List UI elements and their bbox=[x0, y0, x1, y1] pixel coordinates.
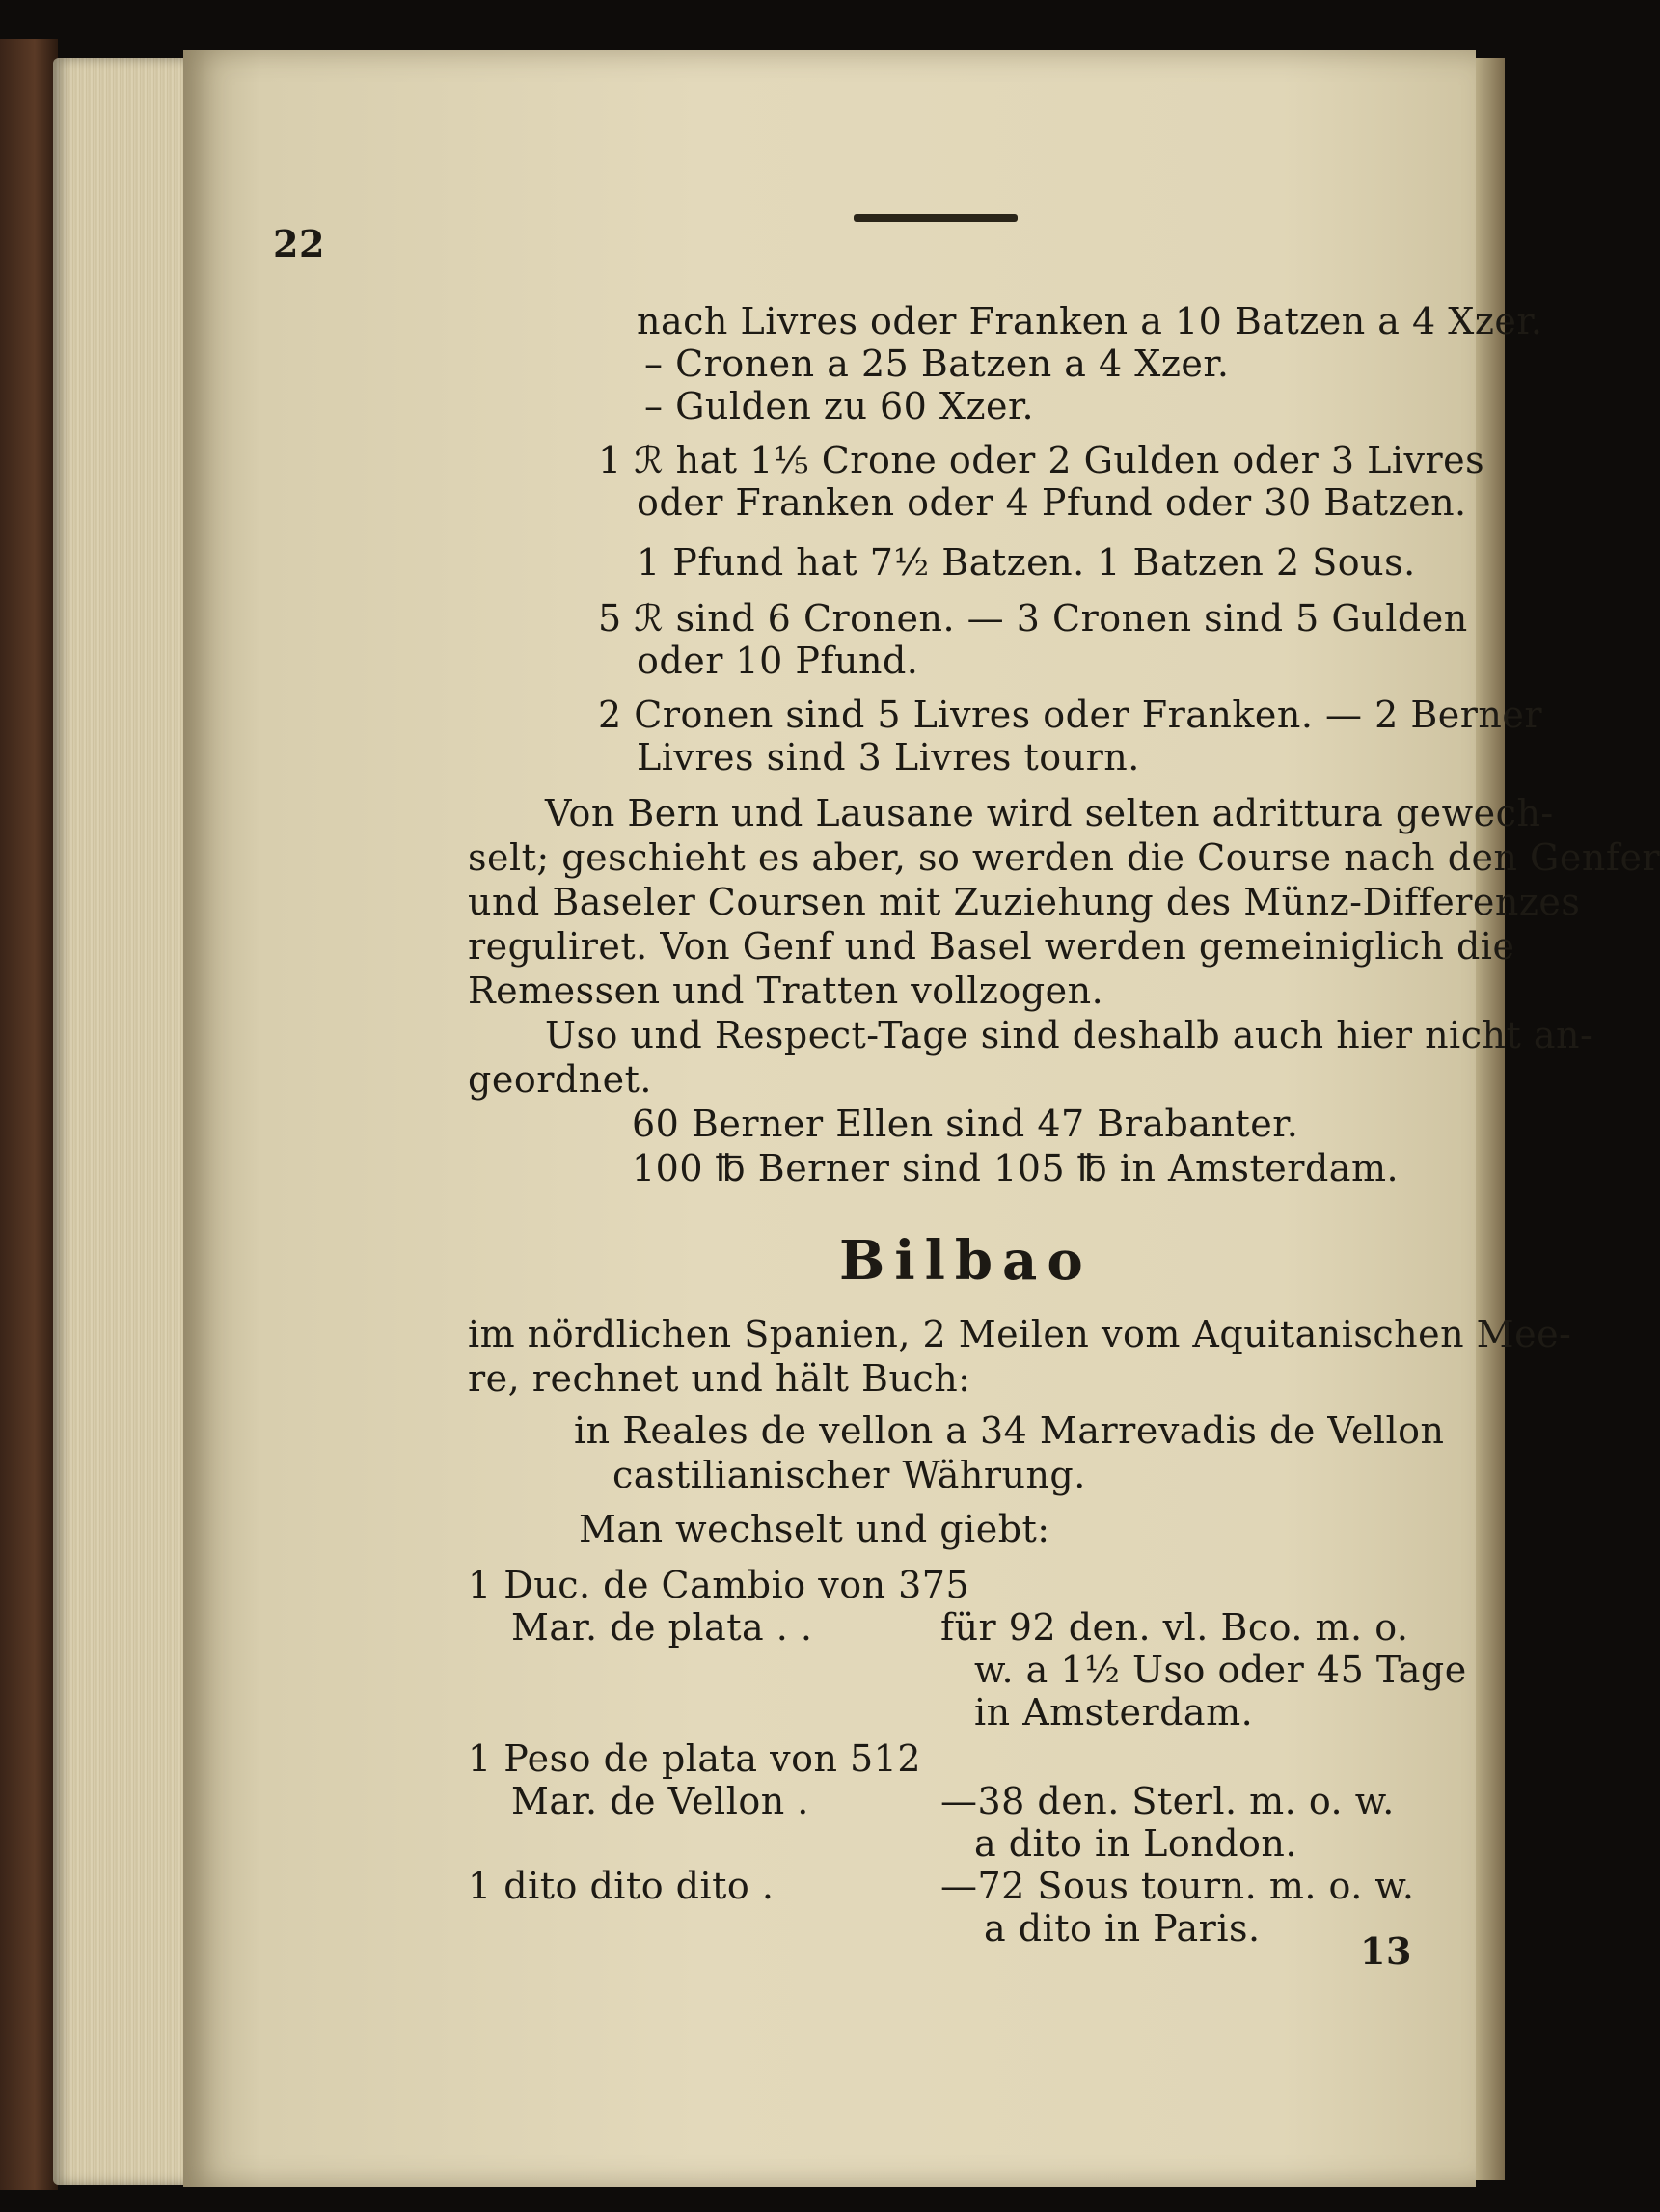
text-line: oder 10 Pfund. bbox=[637, 640, 919, 682]
paragraph-line: re, rechnet und hält Buch: bbox=[468, 1357, 971, 1400]
paragraph-line: selt; geschieht es aber, so werden die Course nach den Genfer bbox=[468, 836, 1660, 879]
table-cell: w. a 1½ Uso oder 45 Tage bbox=[974, 1649, 1467, 1691]
text-line: – Cronen a 25 Batzen a 4 Xzer. bbox=[644, 342, 1230, 385]
book-binding bbox=[0, 39, 58, 2190]
table-cell: a dito in London. bbox=[974, 1822, 1297, 1865]
paragraph-line: reguliret. Von Genf und Basel werden gemeiniglich die bbox=[468, 925, 1515, 968]
text-line: 1 Pfund hat 7½ Batzen. 1 Batzen 2 Sous. bbox=[637, 541, 1416, 584]
table-cell: Mar. de Vellon . bbox=[511, 1780, 809, 1822]
table-cell: —72 Sous tourn. m. o. w. bbox=[940, 1865, 1415, 1907]
text-line: 1 ℛ hat 1⅕ Crone oder 2 Gulden oder 3 Livres bbox=[598, 439, 1485, 481]
text-line: 5 ℛ sind 6 Cronen. — 3 Cronen sind 5 Gulden bbox=[598, 597, 1468, 640]
paragraph-line: Uso und Respect-Tage sind deshalb auch hier nicht an- bbox=[545, 1014, 1593, 1056]
page-gutter-shadow bbox=[1476, 58, 1505, 2180]
section-title: Bilbao bbox=[839, 1229, 1093, 1293]
table-cell: —38 den. Sterl. m. o. w. bbox=[940, 1780, 1395, 1822]
folio-signature: 13 bbox=[1360, 1929, 1412, 1973]
table-cell: Mar. de plata . . bbox=[511, 1606, 813, 1649]
text-line: in Reales de vellon a 34 Marrevadis de Vellon bbox=[574, 1409, 1445, 1452]
text-line: 100 ℔ Berner sind 105 ℔ in Amsterdam. bbox=[632, 1147, 1400, 1189]
paragraph-line: geordnet. bbox=[468, 1058, 652, 1101]
table-cell: 1 Duc. de Cambio von 375 bbox=[468, 1564, 970, 1606]
text-line: castilianischer Währung. bbox=[612, 1454, 1086, 1496]
paragraph-line: und Baseler Coursen mit Zuziehung des Münz-Differenzes bbox=[468, 881, 1581, 923]
text-line: oder Franken oder 4 Pfund oder 30 Batzen. bbox=[637, 481, 1467, 524]
header-rule bbox=[854, 214, 1018, 222]
page-number: 22 bbox=[273, 222, 325, 265]
text-line: – Gulden zu 60 Xzer. bbox=[644, 385, 1035, 427]
paragraph-line: Von Bern und Lausane wird selten adrittura gewech- bbox=[545, 792, 1554, 834]
text-line: 2 Cronen sind 5 Livres oder Franken. — 2 Berner bbox=[598, 694, 1543, 736]
text-line: nach Livres oder Franken a 10 Batzen a 4 Xzer. bbox=[637, 300, 1543, 342]
table-cell: 1 dito dito dito . bbox=[468, 1865, 775, 1907]
text-line: 60 Berner Ellen sind 47 Brabanter. bbox=[632, 1103, 1299, 1145]
paragraph-line: im nördlichen Spanien, 2 Meilen vom Aquitanischen Mee- bbox=[468, 1313, 1572, 1355]
table-cell: a dito in Paris. bbox=[984, 1907, 1261, 1950]
table-cell: 1 Peso de plata von 512 bbox=[468, 1737, 922, 1780]
table-cell: in Amsterdam. bbox=[974, 1691, 1254, 1734]
page-block-edges bbox=[53, 58, 188, 2185]
text-line: Livres sind 3 Livres tourn. bbox=[637, 736, 1140, 778]
paragraph-line: Remessen und Tratten vollzogen. bbox=[468, 969, 1104, 1012]
table-cell: für 92 den. vl. Bco. m. o. bbox=[940, 1606, 1409, 1649]
text-line: Man wechselt und giebt: bbox=[579, 1508, 1050, 1550]
